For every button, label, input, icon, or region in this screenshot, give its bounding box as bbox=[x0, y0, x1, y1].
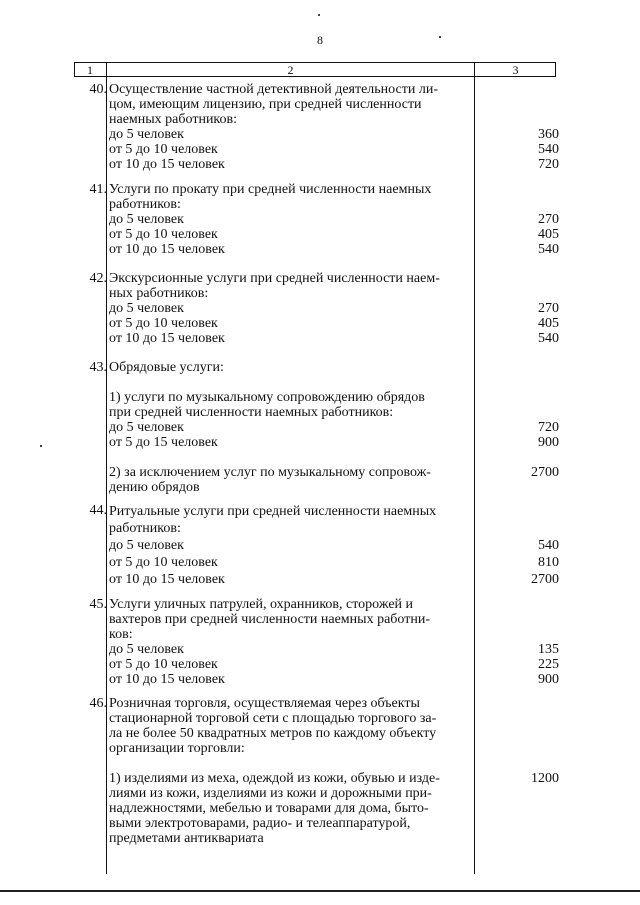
header-col-2: 2 bbox=[287, 63, 294, 77]
row-values: 135 225 900 bbox=[538, 642, 559, 687]
header-col-3: 3 bbox=[512, 63, 519, 77]
scan-bottom-edge bbox=[0, 890, 640, 892]
row-number: 41. bbox=[89, 182, 107, 197]
row-values: 1200 bbox=[531, 771, 559, 786]
row-description: Ритуальные услуги при средней численности наемных работников: до 5 человек от 5 до 10 человек от 10 до 15 человек bbox=[109, 504, 437, 587]
scan-speck bbox=[40, 445, 42, 447]
header-col-1: 1 bbox=[87, 63, 93, 77]
row-description: Осуществление частной детективной деятельности ли- цом, имеющим лицензию, при средней численности наемных работников: до 5 человек от 5 до 10 человек от 10 до 15 человек bbox=[109, 82, 438, 172]
row-values: 360 540 720 bbox=[538, 127, 559, 172]
row-values: 540 810 2700 bbox=[531, 538, 559, 587]
row-description: Обрядовые услуги: 1) услуги по музыкальному сопровождению обрядов при средней численности наемных работников: до 5 человек от 5 до 15 человек 2) за исключением услуг по музыкальному сопровож- дению обрядов bbox=[109, 360, 431, 495]
row-number: 42. bbox=[89, 271, 107, 286]
row-number: 45. bbox=[89, 597, 107, 612]
scan-speck bbox=[318, 14, 320, 16]
scan-speck bbox=[439, 36, 441, 38]
row-description: Розничная торговля, осуществляемая через объекты стационарной торговой сети с площадью торгового за- ла не более 50 квадратных метров по каждому объекту организации торговли: 1) изделиями из меха, одеждой из кожи, обувью и изде- лиями из кожи, изделиями из кожи и дорожными при- надлежностями, мебелью и товарами для дома, быто- выми электротоварами, радио- и телеаппаратурой, предметами антиквариата bbox=[109, 696, 440, 846]
row-values: 720 900 2700 bbox=[531, 420, 559, 480]
page-number: 8 bbox=[317, 33, 323, 47]
row-description: Экскурсионные услуги при средней численности наем- ных работников: до 5 человек от 5 до 10 человек от 10 до 15 человек bbox=[109, 271, 440, 346]
row-number: 43. bbox=[89, 360, 107, 375]
services-table bbox=[74, 62, 559, 874]
row-values: 270 405 540 bbox=[538, 212, 559, 257]
row-description: Услуги по прокату при средней численности наемных работников: до 5 человек от 5 до 10 человек от 10 до 15 человек bbox=[109, 182, 432, 257]
col2-rule bbox=[474, 62, 475, 874]
row-values: 270 405 540 bbox=[538, 301, 559, 346]
row-number: 40. bbox=[89, 82, 107, 97]
row-number: 44. bbox=[89, 503, 107, 518]
row-number: 46. bbox=[89, 696, 107, 711]
row-description: Услуги уличных патрулей, охранников, сторожей и вахтеров при средней численности наемных работни- ков: до 5 человек от 5 до 10 человек от 10 до 15 человек bbox=[109, 597, 430, 687]
